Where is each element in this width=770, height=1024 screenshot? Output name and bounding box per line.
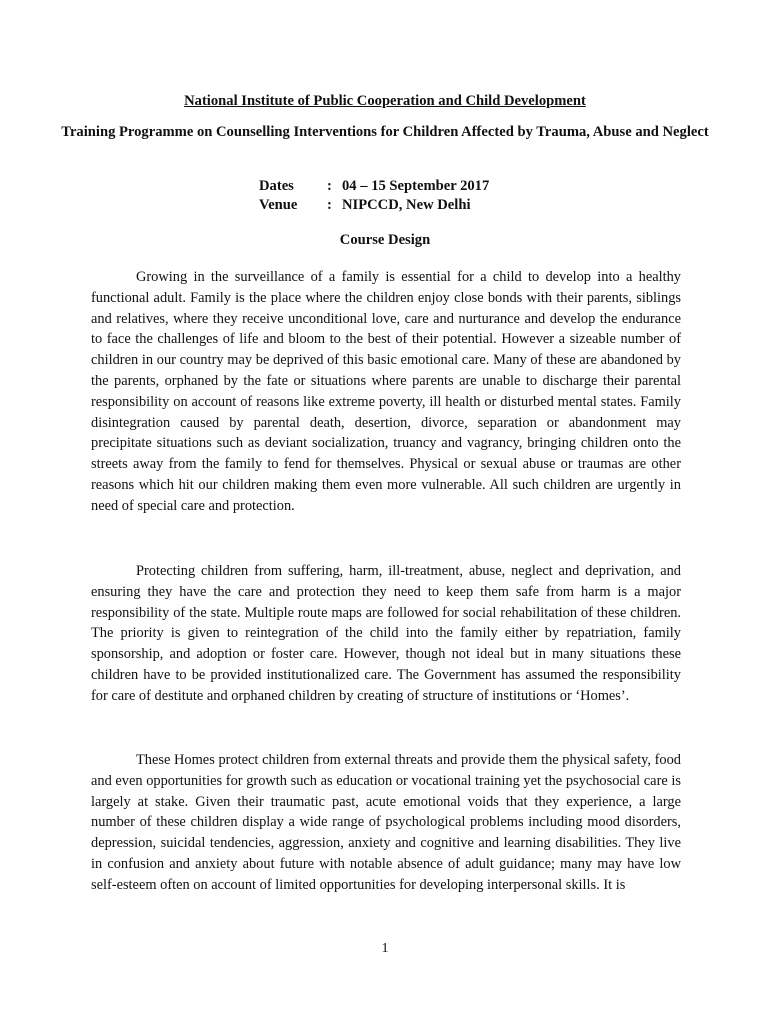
paragraph: These Homes protect children from external threats and provide them the physical safety, food and even opportunities for growth such as education or vocational training yet the psychosocial care is largely at stake. Given their traumatic past, acute emotional voids that they experience, a large number of these children display a wide range of psychological problems including mood disorders, depression, suicidal tendencies, aggression, anxiety and cognitive and learning disabilities. They live in confusion and anxiety about future with notable absence of adult guidance; many may have low self-esteem often on account of limited opportunities for developing interpersonal skills. It is [91, 752, 681, 893]
venue-separator: : [327, 197, 332, 213]
venue-label: Venue [259, 197, 298, 213]
dates-label: Dates [259, 178, 294, 194]
institute-title: National Institute of Public Cooperation and Child Development [184, 93, 586, 109]
paragraph: Growing in the surveillance of a family is essential for a child to develop into a healthy functional adult. Family is the place where the children enjoy close bonds with their parents, siblings and relatives, where they receive unconditional love, care and nurturance and develop the endurance to face the challenges of life and bloom to the best of their potential. However a sizeable number of children in our country may be deprived of this basic emotional care. Many of these are abandoned by the parents, orphaned by the fate or situations where parents are unable to discharge their parental responsibility on account of reasons like extreme poverty, ill health or disturbed mental states. Family disintegration caused by parental death, desertion, divorce, separation or abandonment may precipitate situations such as deviant socialization, truancy and vagrancy, bringing children onto the streets away from the family to fend for themselves. Physical or sexual abuse or traumas are other reasons which hit our children making them even more vulnerable. All such children are urgently in need of special care and protection. [91, 269, 681, 514]
venue-value: NIPCCD, New Delhi [342, 197, 471, 213]
venue-row [259, 196, 471, 215]
programme-title: Training Programme on Counselling Interventions for Children Affected by Trauma, Abuse and Neglect [61, 124, 709, 140]
dates-value: 04 – 15 September 2017 [342, 178, 490, 194]
dates-separator: : [327, 178, 332, 194]
page-number: 1 [381, 941, 389, 956]
dates-row [259, 177, 489, 196]
paragraph: Protecting children from suffering, harm, ill-treatment, abuse, neglect and deprivation, and ensuring they have the care and protection they need to keep them safe from harm is a major responsibility of the state. Multiple route maps are followed for social rehabilitation of these children. The priority is given to reintegration of the child into the family either by repatriation, family sponsorship, and adoption or foster care. However, though not ideal but in many situations these children have to be provided institutionalized care. The Government has assumed the responsibility for care of destitute and orphaned children by creating of structure of institutions or ‘Homes’. [91, 563, 681, 704]
section-heading: Course Design [339, 232, 431, 248]
